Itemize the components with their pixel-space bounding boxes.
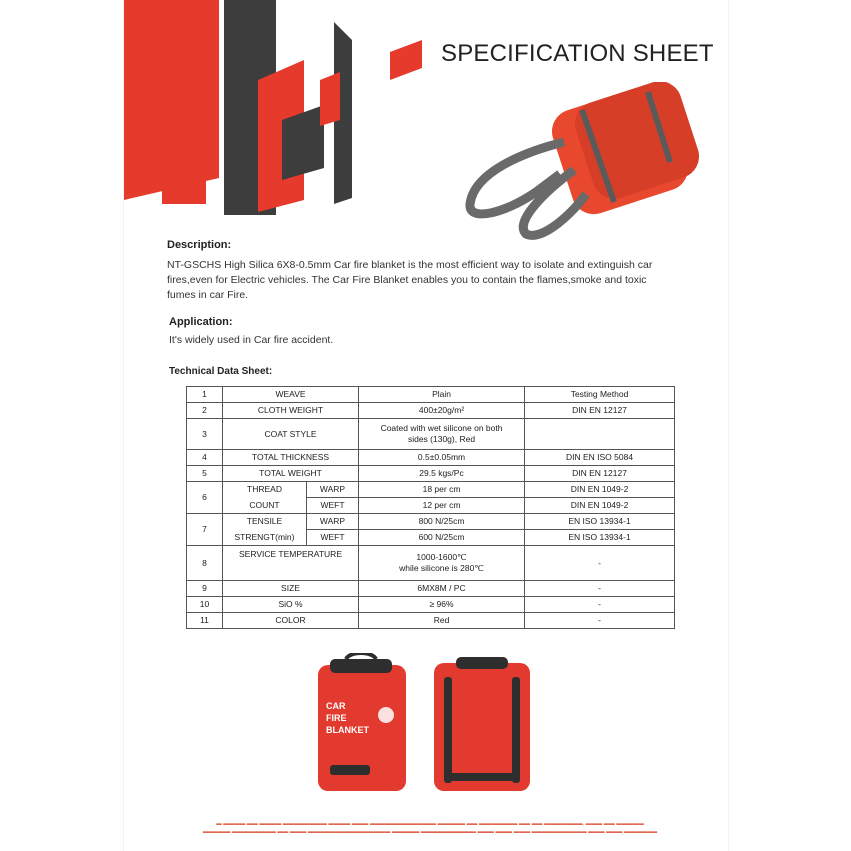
table-row [187,546,675,581]
description-heading: Description: [167,239,232,251]
table-row [187,482,675,498]
property-cell: SiO % [223,597,359,613]
table-row [187,597,675,613]
property-cell: TENSILE [223,514,307,530]
property-cell: THREAD [223,482,307,498]
row-number: 7 [187,514,223,546]
value-cell: 800 N/25cm [359,514,525,530]
table-row [187,450,675,466]
property-cell: TOTAL WEIGHT [223,466,359,482]
value-line: Coated with wet silicone on both [380,423,503,433]
property-cell: STRENGT(min) [223,530,307,546]
property-cell: CLOTH WEIGHT [223,403,359,419]
footer-disclaimer: ▬ ▬▬▬▬ ▬▬ ▬▬▬▬ ▬▬▬▬▬▬▬▬ ▬▬▬▬ ▬▬▬ ▬▬▬▬▬▬▬▬▬▬▬▬ ▬▬▬▬▬ ▬▬ ▬▬▬▬▬▬▬ ▬▬ ▬▬ ▬▬▬▬▬▬▬, ▬▬▬ ▬▬ ▬▬▬▬▬ ▬▬▬▬▬ ▬▬▬▬▬▬▬▬ ▬▬ ▬▬▬ ▬▬▬▬▬▬▬▬▬▬▬▬▬▬▬ ▬▬▬▬▬ ▬▬▬▬▬▬▬▬▬▬ ▬▬▬ ▬▬▬ ▬▬▬ ▬▬▬▬▬▬▬▬▬▬ ▬▬▬ ▬▬▬ ▬▬▬▬▬▬ [202,821,658,835]
row-number: 2 [187,403,223,419]
application-heading: Application: [169,316,233,328]
folded-fire-blanket-image [464,82,699,242]
bag-lettering: CAR [326,701,346,711]
row-number: 8 [187,546,223,581]
value-cell: 18 per cm [359,482,525,498]
value-cell: 0.5±0.05mm [359,450,525,466]
table-row [187,387,675,403]
property-cell: TOTAL THICKNESS [223,450,359,466]
value-line: while silicone is 280℃ [399,563,484,573]
row-number: 1 [187,387,223,403]
method-cell: - [525,581,675,597]
row-number: 5 [187,466,223,482]
property-cell: SIZE [223,581,359,597]
property-cell: COUNT [223,498,307,514]
property-cell: WEAVE [223,387,359,403]
method-cell [525,419,675,450]
method-cell: DIN EN 1049-2 [525,482,675,498]
method-cell: - [525,597,675,613]
technical-data-table [186,386,675,629]
svg-text:BLANKET: BLANKET [326,725,369,735]
method-cell: EN ISO 13934-1 [525,530,675,546]
property-cell: SERVICE TEMPERATURE [223,546,359,581]
method-cell: DIN EN 1049-2 [525,498,675,514]
method-cell: DIN EN 12127 [525,403,675,419]
row-number: 9 [187,581,223,597]
value-cell: 600 N/25cm [359,530,525,546]
sub-property-cell: WEFT [307,498,359,514]
row-number: 11 [187,613,223,629]
decorative-header-shapes [124,0,434,230]
row-number: 4 [187,450,223,466]
value-cell: 29.5 kgs/Pc [359,466,525,482]
description-line: NT-GSCHS High Silica 6X8-0.5mm Car fire blanket is the most efficient way to isolate and extinguish car [167,259,653,271]
property-cell: COLOR [223,613,359,629]
value-cell [359,419,525,450]
value-cell [359,546,525,581]
method-cell: EN ISO 13934-1 [525,514,675,530]
table-row [187,514,675,530]
application-text: It's widely used in Car fire accident. [169,334,334,346]
table-row [187,403,675,419]
table-row [187,530,675,546]
sub-property-cell: WARP [307,514,359,530]
description-text [167,258,727,303]
fire-blanket-bags-image [316,653,536,793]
value-cell: Plain [359,387,525,403]
value-line: sides (130g), Red [407,434,476,444]
property-cell: COAT STYLE [223,419,359,450]
table-row [187,613,675,629]
table-row [187,581,675,597]
value-line: 1000-1600℃ [416,552,467,562]
method-cell: DIN EN ISO 5084 [525,450,675,466]
technical-data-heading: Technical Data Sheet: [169,366,273,377]
description-line: fires,even for Electric vehicles. The Car Fire Blanket enables you to contain the flames,smoke and toxic [167,274,647,286]
method-cell: - [525,613,675,629]
method-cell: DIN EN 12127 [525,466,675,482]
value-cell: 6MX8M / PC [359,581,525,597]
table-row [187,466,675,482]
sub-property-cell: WEFT [307,530,359,546]
method-cell: Testing Method [525,387,675,403]
value-cell: 400±20g/m² [359,403,525,419]
value-cell: 12 per cm [359,498,525,514]
svg-text:FIRE: FIRE [326,713,347,723]
value-cell: ≥ 96% [359,597,525,613]
row-number: 10 [187,597,223,613]
table-row [187,419,675,450]
row-number: 6 [187,482,223,514]
table-row [187,498,675,514]
value-cell: Red [359,613,525,629]
method-cell: - [525,546,675,581]
page-title: SPECIFICATION SHEET [441,40,714,67]
description-line: fumes in car Fire. [167,289,249,301]
row-number: 3 [187,419,223,450]
sub-property-cell: WARP [307,482,359,498]
